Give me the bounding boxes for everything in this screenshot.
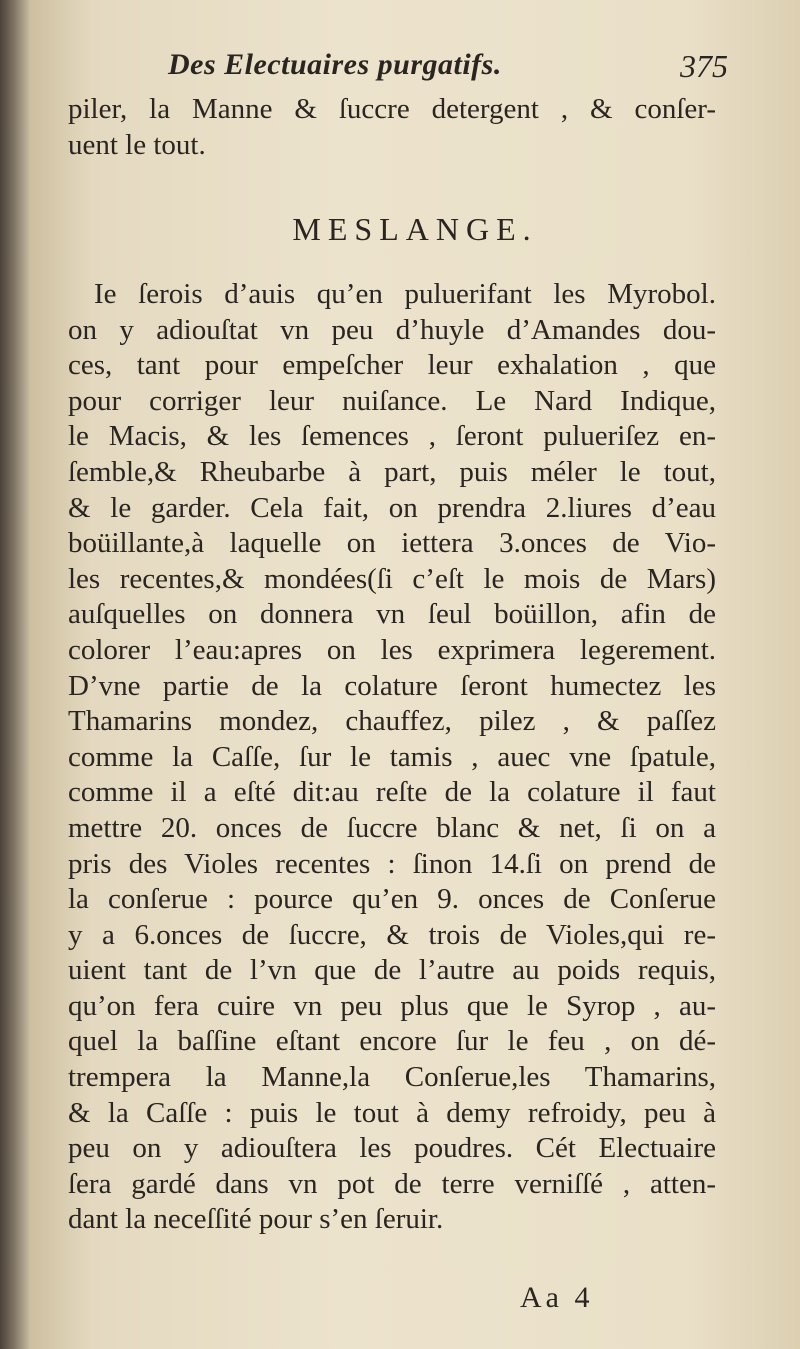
running-header bbox=[168, 48, 728, 96]
text-line: on y adiouſtat vn peu d’huyle d’Amandes dou- bbox=[68, 313, 716, 346]
running-title: Des Electuaires purgatifs. bbox=[168, 48, 502, 81]
text-line: dant la neceſſité pour s’en ſeruir. bbox=[68, 1203, 444, 1236]
text-line: mettre 20. onces de ſuccre blanc & net, ſi on a bbox=[68, 811, 716, 844]
text-line: le Macis, & les ſemences , ſeront pulueriſez en- bbox=[68, 420, 716, 453]
text-line: ſemble,& Rheubarbe à part, puis méler le tout, bbox=[68, 455, 716, 488]
text-line: D’vne partie de la colature ſeront humectez les bbox=[68, 669, 716, 702]
text-line: quel la baſſine eſtant encore ſur le feu , on dé- bbox=[68, 1025, 716, 1058]
text-line: pour corriger leur nuiſance. Le Nard Indique, bbox=[68, 384, 716, 417]
text-line: colorer l’eau:apres on les exprimera legerement. bbox=[68, 633, 716, 666]
section-heading: MESLANGE. bbox=[292, 211, 538, 247]
text-line: comme il a eſté dit:au reſte de la colature il faut bbox=[68, 776, 716, 809]
text-line: ces, tant pour empeſcher leur exhalation , que bbox=[68, 349, 716, 382]
text-line: y a 6.onces de ſuccre, & trois de Violes,qui re- bbox=[68, 918, 716, 951]
text-line: Ie ſerois d’auis qu’en puluerifant les Myrobol. bbox=[94, 278, 716, 310]
text-line: les recentes,& mondées(ſi c’eſt le mois de Mars) bbox=[68, 562, 716, 595]
text-line: auſquelles on donnera vn ſeul boüillon, afin de bbox=[68, 598, 716, 631]
text-line: qu’on fera cuire vn peu plus que le Syrop , au- bbox=[68, 989, 716, 1022]
text-line: ſera gardé dans vn pot de terre verniſſé , atten- bbox=[68, 1167, 716, 1200]
text-line: comme la Caſſe, ſur le tamis , auec vne ſpatule, bbox=[68, 740, 716, 773]
signature-mark: Aa 4 bbox=[520, 1281, 594, 1314]
text-line: piler, la Manne & ſuccre detergent , & conſer- bbox=[68, 93, 716, 125]
text-line: uient tant de l’vn que de l’autre au poids requis, bbox=[68, 954, 716, 987]
book-page bbox=[30, 0, 800, 1349]
text-line: peu on y adiouſtera les poudres. Cét Electuaire bbox=[68, 1132, 716, 1165]
text-line: & le garder. Cela fait, on prendra 2.liures d’eau bbox=[68, 491, 716, 524]
intro-text bbox=[68, 92, 716, 163]
text-line: trempera la Manne,la Conſerue,les Thamarins, bbox=[68, 1061, 716, 1094]
text-line: boüillante,à laquelle on iettera 3.onces de Vio- bbox=[68, 527, 716, 560]
text-line: la conſerue : pource qu’en 9. onces de Conſerue bbox=[68, 883, 716, 916]
text-line: & la Caſſe : puis le tout à demy refroidy, peu à bbox=[68, 1096, 716, 1129]
text-line: uent le tout. bbox=[68, 128, 206, 161]
text-line: pris des Violes recentes : ſinon 14.ſi on prend de bbox=[68, 847, 716, 880]
book-gutter bbox=[0, 0, 30, 1349]
page-number: 375 bbox=[680, 48, 728, 84]
text-line: Thamarins mondez, chauffez, pilez , & paſſez bbox=[68, 705, 716, 738]
main-paragraph bbox=[68, 277, 716, 1238]
